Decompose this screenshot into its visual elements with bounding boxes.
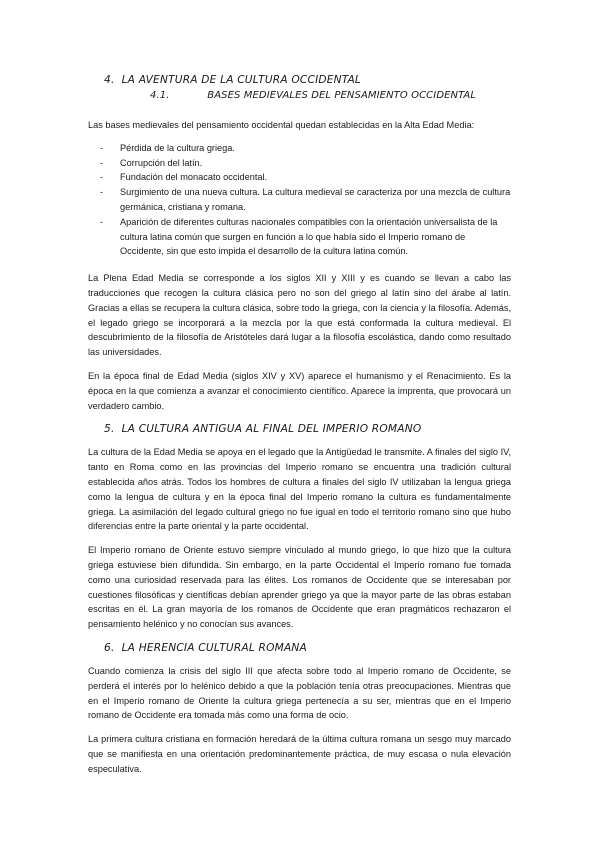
dash-bullet-icon: - [100,187,104,198]
section-5-number: 5. [104,423,115,436]
section-4-1-title: BASES MEDIEVALES DEL PENSAMIENTO OCCIDENTAL [207,90,477,101]
list-item [88,215,511,259]
dash-bullet-icon: - [100,216,104,227]
section-6-heading [88,640,511,656]
list-item-text: Fundación del monacato occidental. [120,172,268,183]
section-4-1-number: 4.1. [150,90,170,101]
section-4-number: 4. [104,74,115,86]
bases-list [88,141,511,259]
section-6-number: 6. [104,641,115,654]
list-item [88,141,511,156]
section-5-title: LA CULTURA ANTIGUA AL FINAL DEL IMPERIO ROMANO [121,423,422,436]
section-6-paragraph-2: La primera cultura cristiana en formación heredará de la última cultura romana un sesgo muy marcado que se manifiesta en una orientación predominantemente práctica, de muy escasa o nula elevación especulativa. [88,734,511,774]
section-6-paragraph-1: Cuando comienza la crisis del siglo III que afecta sobre todo al Imperio romano de Occidente, se perderá el interés por lo helénico debido a que la población tenía otras preocupaciones. Mientras que en el Imperio romano de Oriente la cultura griega pertenecía a su ser, mientras que en el Imperio romano de Occidente era tomada más como una forma de ocio. [88,665,511,721]
dash-bullet-icon: - [100,142,104,153]
section-4-1-heading [88,88,511,104]
section-6-title: LA HERENCIA CULTURAL ROMANA [121,641,307,654]
list-item-text: Surgimiento de una nueva cultura. La cultura medieval se caracteriza por una mezcla de cultura germánica, cristiana y romana. [120,187,511,212]
section-5-paragraph-1: La cultura de la Edad Media se apoya en el legado que la Antigüedad le transmite. A finales del siglo IV, tanto en Roma como en las provincias del Imperio romano se encuentra una tradición cultural establecida años atrás. Todos los hombres de cultura a finales del siglo IV utilizaban la lengua griega como la lengua de cultura y en la época final del Imperio romano la cultura es fundamentalmente griega. La asimilación del legado cultural griego no fue igual en todo el territorio romano sino que hubo diferencias entre la parte oriental y la parte occidental. [88,447,511,532]
section-4-heading [88,72,511,88]
section-4-title: LA AVENTURA DE LA CULTURA OCCIDENTAL [121,74,362,86]
list-item-text: Corrupción del latín. [120,157,203,168]
list-item-text: Aparición de diferentes culturas nacionales compatibles con la orientación universalista de la cultura latina común que surgen en función a lo que había sido el Imperio romano de Occidente, sin que esto impida el desarrollo de la cultura latina común. [120,216,498,257]
list-item [88,185,511,215]
section-5-paragraph-2: El Imperio romano de Oriente estuvo siempre vinculado al mundo griego, lo que hizo que la cultura griega estuviese bien difundida. Sin embargo, en la parte Occidental el Imperio romano fue tomada como una curiosidad reservada para las élites. Los romanos de Occidente que se interesaban por cuestiones filosóficas y científicas debían aprender griego ya que la mayor parte de las obras estaban escritas en él. La gran mayoría de los romanos de Occidente que eran pragmáticos rechazaron el pensamiento helénico y no conocían sus avances. [88,545,511,630]
list-item-text: Pérdida de la cultura griega. [120,142,235,153]
section-5-heading [88,421,511,437]
section-4-paragraph-2: En la época final de Edad Media (siglos XIV y XV) aparece el humanismo y el Renacimiento. Es la época en la que comienza a avanzar el conocimiento científico. Aparece la imprenta, que provocará un verdadero cambio. [88,370,511,411]
section-4-paragraph-1: La Plena Edad Media se corresponde a los siglos XII y XIII y es cuando se llevan a cabo las traducciones que recogen la cultura clásica pero no son del griego al latín sino del árabe al latín. Gracias a ellas se recupera la cultura clásica, sobre todo la griega, con la ciencia y la filosofía. Además, el legado griego se incorporará a la mezcla por la que está conformada la cultura medieval. El descubrimiento de la filosofía de Aristóteles dará lugar a la filosofía escolástica, dando como resultado las universidades. [88,273,511,358]
list-item [88,170,511,185]
list-item [88,156,511,171]
dash-bullet-icon: - [100,172,104,183]
dash-bullet-icon: - [100,157,104,168]
section-4-intro: Las bases medievales del pensamiento occidental quedan establecidas en la Alta Edad Media: [88,120,475,130]
